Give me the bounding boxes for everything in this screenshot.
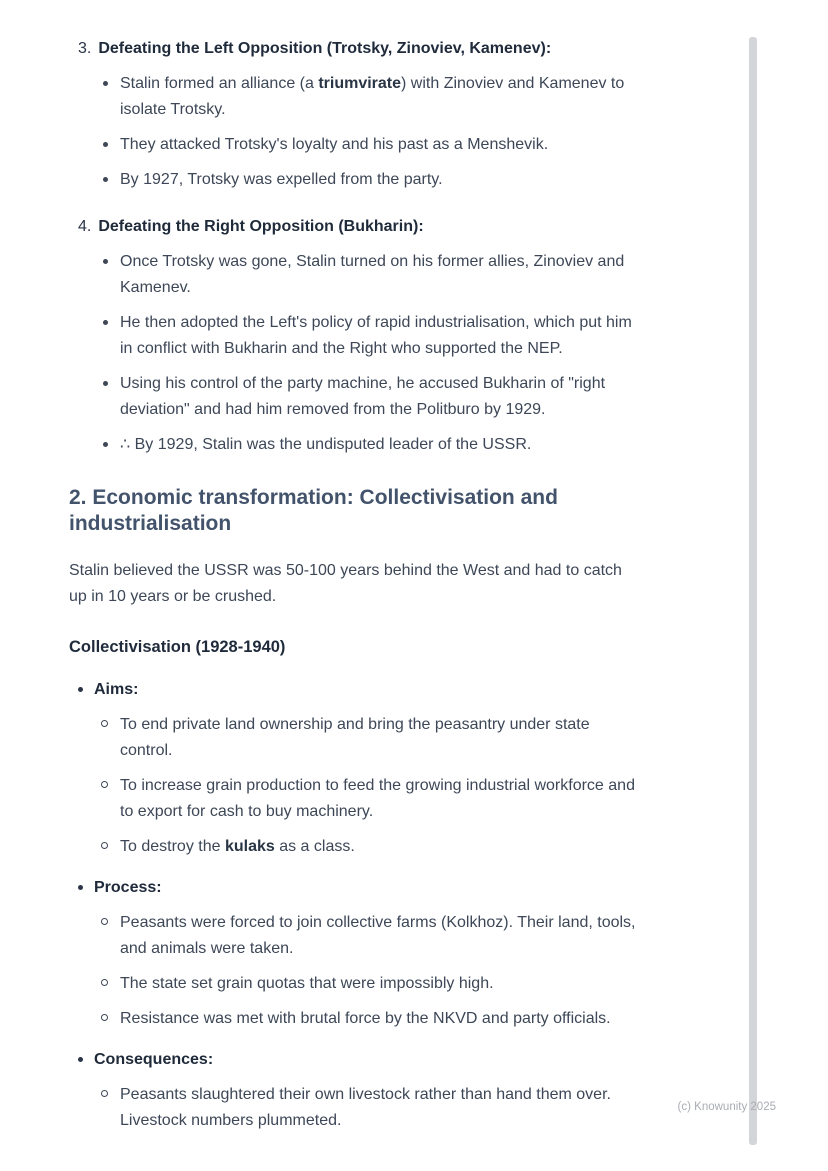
bullet-item: [69, 371, 641, 423]
list-item-title-row: [69, 36, 641, 62]
sub-bullet-item: [69, 1082, 641, 1134]
sub-bullet-list: [69, 712, 641, 860]
list-number: 3.: [78, 40, 92, 57]
footer-credit: (c) Knowunity 2025: [677, 1101, 776, 1113]
text-segment: Peasants were forced to join collective farms (Kolkhoz). Their land, tools, and animals were taken.: [120, 914, 636, 957]
topic-group: [69, 677, 641, 860]
list-number: 4.: [78, 218, 92, 235]
bullet-list: [69, 71, 641, 193]
text-segment: Using his control of the party machine, he accused Bukharin of "right deviation" and had him removed from the Politburo by 1929.: [120, 375, 606, 418]
list-item-title: Defeating the Left Opposition (Trotsky, Zinoviev, Kamenev):: [98, 40, 552, 57]
text-segment: By 1927, Trotsky was expelled from the party.: [120, 171, 443, 188]
topic-group-label: Aims:: [69, 677, 641, 703]
bullet-list: [69, 249, 641, 458]
bullet-item: [69, 71, 641, 123]
bullet-item: [69, 310, 641, 362]
bullet-item: [69, 167, 641, 193]
topic-group-label: Process:: [69, 875, 641, 901]
text-segment: To destroy the: [120, 838, 225, 855]
sub-bullet-item: [69, 834, 641, 860]
emphasized-text: triumvirate: [318, 75, 402, 92]
topic-group: [69, 875, 641, 1032]
text-segment: Once Trotsky was gone, Stalin turned on his former allies, Zinoviev and Kamenev.: [120, 253, 625, 296]
text-segment: Peasants slaughtered their own livestock rather than hand them over. Livestock numbers plummeted.: [120, 1086, 611, 1129]
text-segment: To end private land ownership and bring the peasantry under state control.: [120, 716, 590, 759]
text-segment: ) with Zinoviev and Kamenev to isolate Trotsky.: [120, 75, 625, 118]
text-segment: ∴ By 1929, Stalin was the undisputed leader of the USSR.: [120, 436, 532, 453]
document-content: [69, 36, 641, 1149]
sub-bullet-list: [69, 910, 641, 1032]
bullet-item: [69, 432, 641, 458]
list-item-title-row: [69, 214, 641, 240]
sub-bullet-item: [69, 712, 641, 764]
text-segment: Resistance was met with brutal force by the NKVD and party officials.: [120, 1010, 611, 1027]
ordered-list: [69, 36, 641, 458]
subheading-collectivisation: Collectivisation (1928-1940): [69, 638, 286, 656]
scrollbar-thumb[interactable]: [749, 37, 757, 1145]
text-segment: He then adopted the Left's policy of rapid industrialisation, which put him in conflict with Bukharin and the Right who supported the NEP.: [120, 314, 632, 357]
list-item-title: Defeating the Right Opposition (Bukharin):: [98, 218, 424, 235]
emphasized-text: kulaks: [224, 838, 275, 855]
ordered-list-item: [69, 36, 641, 193]
bullet-item: [69, 132, 641, 158]
bullet-item: [69, 249, 641, 301]
intro-paragraph: Stalin believed the USSR was 50-100 years behind the West and had to catch up in 10 years or be crushed.: [69, 562, 622, 605]
text-segment: The state set grain quotas that were impossibly high.: [120, 975, 494, 992]
text-segment: They attacked Trotsky's loyalty and his past as a Menshevik.: [120, 136, 549, 153]
section-heading: 2. Economic transformation: Collectivisation and industrialisation: [69, 486, 558, 535]
text-segment: Stalin formed an alliance (a: [120, 75, 319, 92]
sub-bullet-item: [69, 910, 641, 962]
sub-bullet-item: [69, 1006, 641, 1032]
text-segment: as a class.: [274, 838, 355, 855]
topic-groups: [69, 677, 641, 1134]
sub-bullet-list: [69, 1082, 641, 1134]
ordered-list-item: [69, 214, 641, 458]
text-segment: To increase grain production to feed the growing industrial workforce and to export for cash to buy machinery.: [120, 777, 635, 820]
topic-group-label: Consequences:: [69, 1047, 641, 1073]
sub-bullet-item: [69, 971, 641, 997]
topic-group: [69, 1047, 641, 1134]
sub-bullet-item: [69, 773, 641, 825]
